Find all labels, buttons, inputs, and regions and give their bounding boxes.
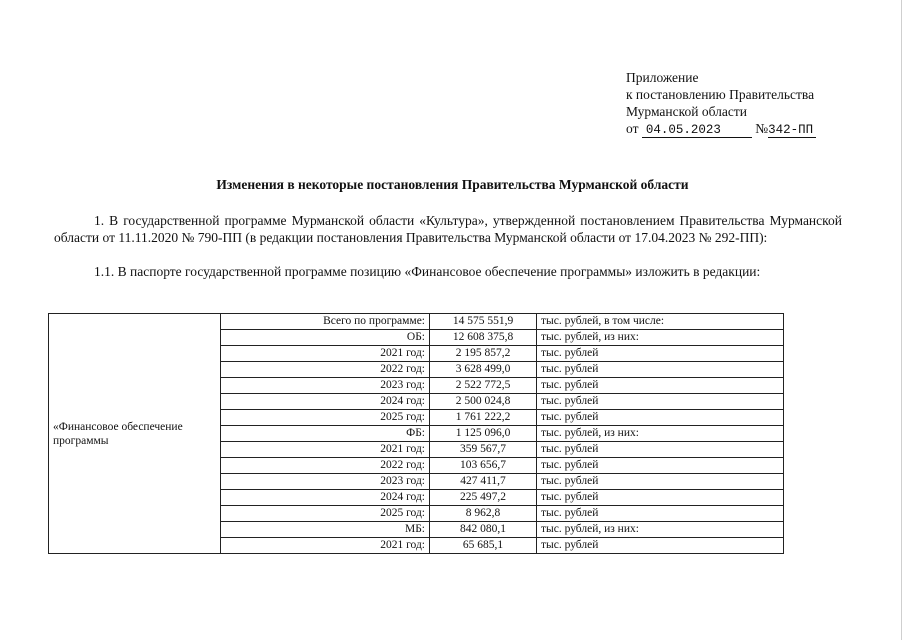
unit-cell: тыс. рублей	[537, 458, 784, 474]
unit-cell: тыс. рублей	[537, 410, 784, 426]
unit-cell: тыс. рублей	[537, 442, 784, 458]
amount-cell: 842 080,1	[430, 522, 537, 538]
financing-table	[48, 313, 784, 554]
unit-cell: тыс. рублей	[537, 394, 784, 410]
category-cell: 2023 год:	[221, 378, 430, 394]
category-cell: 2023 год:	[221, 474, 430, 490]
category-cell: 2021 год:	[221, 538, 430, 554]
decree-date: 04.05.2023	[642, 123, 752, 138]
unit-cell: тыс. рублей, из них:	[537, 522, 784, 538]
financing-table-body	[49, 314, 784, 554]
amount-cell: 427 411,7	[430, 474, 537, 490]
category-cell: МБ:	[221, 522, 430, 538]
amount-cell: 103 656,7	[430, 458, 537, 474]
amount-cell: 8 962,8	[430, 506, 537, 522]
financing-label-cell: «Финансовое обеспечение программы	[49, 314, 221, 554]
amount-cell: 12 608 375,8	[430, 330, 537, 346]
unit-cell: тыс. рублей	[537, 506, 784, 522]
category-cell: 2022 год:	[221, 362, 430, 378]
decree-number: 342-ПП	[768, 123, 816, 138]
unit-cell: тыс. рублей, из них:	[537, 426, 784, 442]
category-cell: ОБ:	[221, 330, 430, 346]
amount-cell: 1 761 222,2	[430, 410, 537, 426]
paragraph-1	[54, 212, 842, 246]
category-cell: 2024 год:	[221, 490, 430, 506]
page-edge-line	[901, 0, 902, 640]
amount-cell: 359 567,7	[430, 442, 537, 458]
category-cell: 2021 год:	[221, 442, 430, 458]
unit-cell: тыс. рублей, в том числе:	[537, 314, 784, 330]
category-cell: 2022 год:	[221, 458, 430, 474]
table-row	[49, 314, 784, 330]
appendix-date-line	[626, 120, 816, 138]
number-prefix: №	[755, 121, 769, 136]
unit-cell: тыс. рублей	[537, 378, 784, 394]
amount-cell: 225 497,2	[430, 490, 537, 506]
amount-cell: 3 628 499,0	[430, 362, 537, 378]
amount-cell: 2 500 024,8	[430, 394, 537, 410]
appendix-line-2: к постановлению Правительства	[626, 87, 815, 102]
amount-cell: 2 522 772,5	[430, 378, 537, 394]
amount-cell: 14 575 551,9	[430, 314, 537, 330]
paragraph-2	[54, 263, 842, 280]
document-title: Изменения в некоторые постановления Правительства Мурманской области	[216, 177, 689, 192]
unit-cell: тыс. рублей	[537, 538, 784, 554]
category-cell: 2025 год:	[221, 506, 430, 522]
amount-cell: 2 195 857,2	[430, 346, 537, 362]
paragraph-1-text: 1. В государственной программе Мурманской области «Культура», утвержденной постановлением Правительства Мурманской области от 11.11.2020 № 790-ПП (в редакции постановления Правительства Мурманской области от 17.04.2023 № 292-ПП):	[54, 213, 842, 245]
date-prefix: от	[626, 121, 639, 136]
unit-cell: тыс. рублей, из них:	[537, 330, 784, 346]
category-cell: ФБ:	[221, 426, 430, 442]
category-cell: 2021 год:	[221, 346, 430, 362]
unit-cell: тыс. рублей	[537, 490, 784, 506]
appendix-line-3: Мурманской области	[626, 104, 747, 119]
appendix-line-1: Приложение	[626, 70, 699, 85]
unit-cell: тыс. рублей	[537, 362, 784, 378]
amount-cell: 65 685,1	[430, 538, 537, 554]
appendix-header	[626, 69, 816, 138]
paragraph-2-text: 1.1. В паспорте государственной программе позицию «Финансовое обеспечение программы» изложить в редакции:	[94, 264, 761, 279]
category-cell: Всего по программе:	[221, 314, 430, 330]
category-cell: 2025 год:	[221, 410, 430, 426]
unit-cell: тыс. рублей	[537, 474, 784, 490]
unit-cell: тыс. рублей	[537, 346, 784, 362]
amount-cell: 1 125 096,0	[430, 426, 537, 442]
category-cell: 2024 год:	[221, 394, 430, 410]
